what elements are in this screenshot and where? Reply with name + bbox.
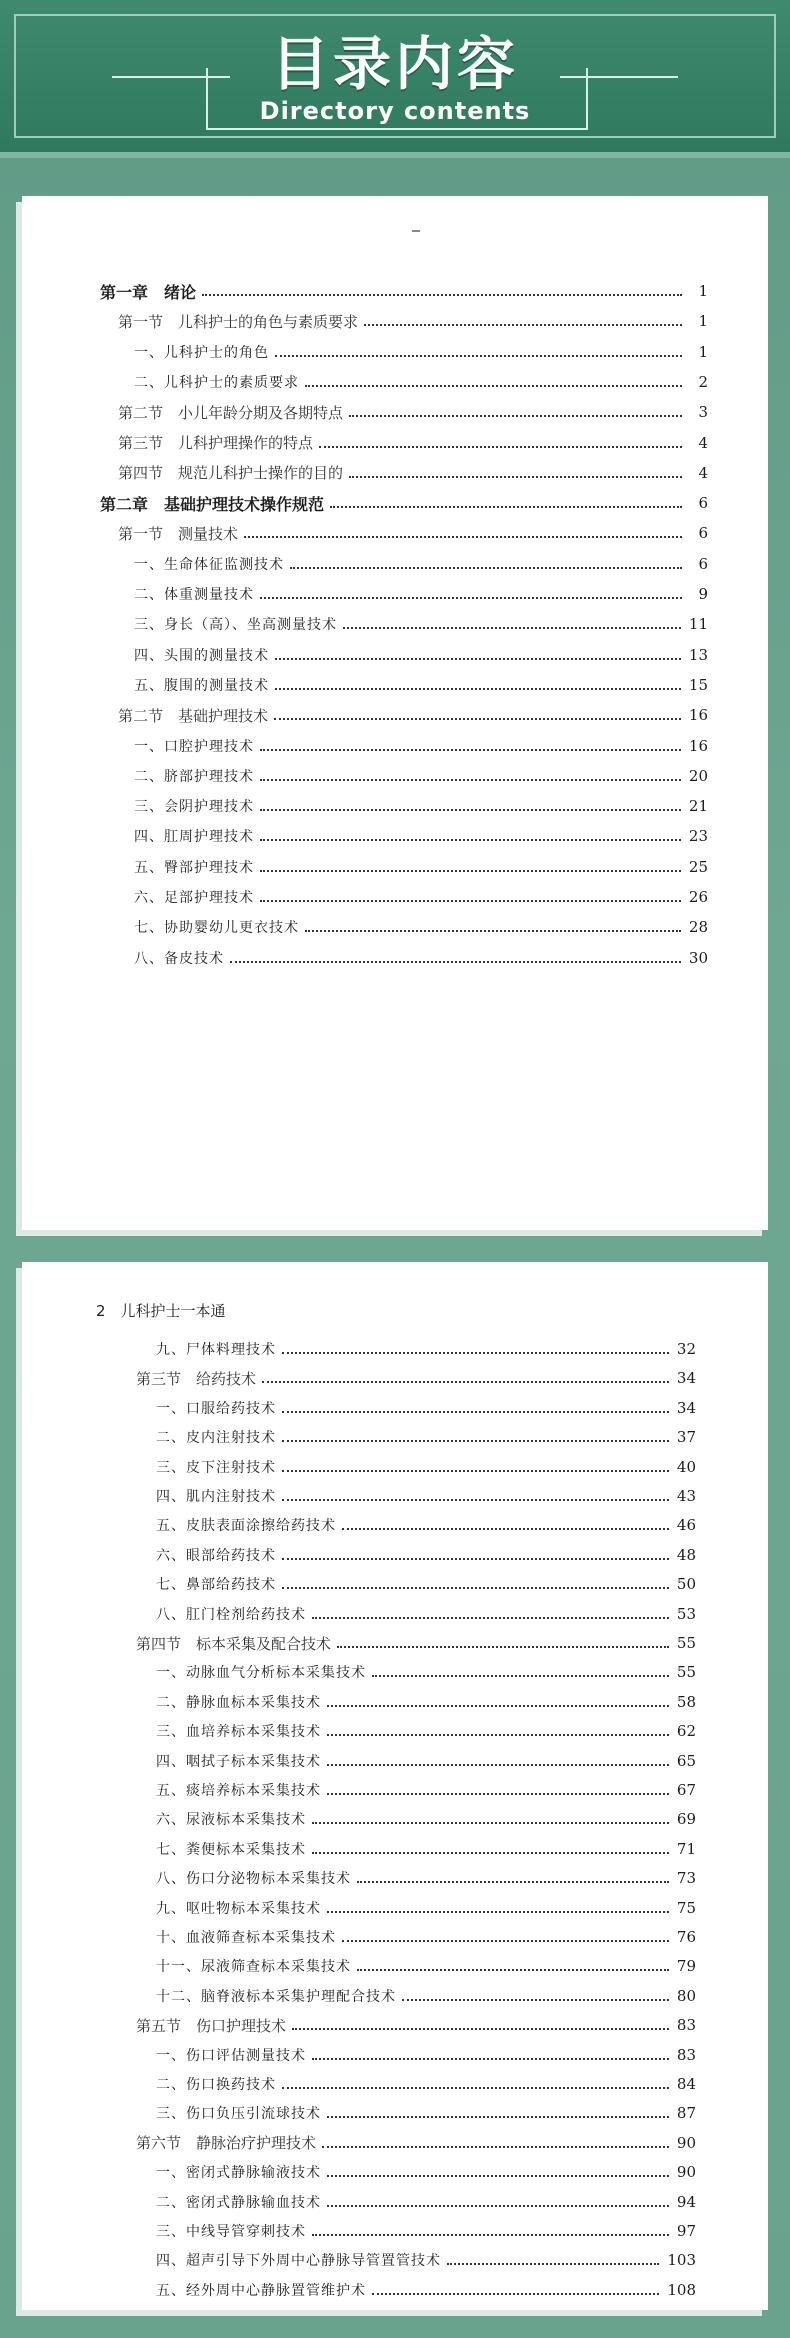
toc-entry-page-number: 23 xyxy=(688,827,708,846)
toc-entry xyxy=(156,1485,696,1507)
toc-leader-dots xyxy=(447,2263,659,2265)
toc-leader-dots xyxy=(290,567,682,569)
toc-leader-dots xyxy=(337,1646,669,1648)
toc-entry xyxy=(156,1397,696,1419)
toc-entry-label: 五、皮肤表面涂擦给药技术 xyxy=(156,1518,336,1535)
toc-leader-dots xyxy=(282,1499,669,1501)
toc-leader-dots xyxy=(260,749,681,751)
toc-leader-dots xyxy=(364,324,682,326)
toc-leader-dots xyxy=(260,597,682,599)
toc-entry-label: 二、儿科护士的素质要求 xyxy=(134,374,299,391)
toc-entry-label: 三、血培养标本采集技术 xyxy=(156,1724,321,1741)
toc-entry-page-number: 15 xyxy=(688,675,708,694)
toc-leader-dots xyxy=(282,1411,669,1413)
toc-entry-label: 四、咽拭子标本采集技术 xyxy=(156,1753,321,1770)
toc-entry-label: 第三节 给药技术 xyxy=(136,1369,257,1388)
toc-entry-label: 一、儿科护士的角色 xyxy=(134,344,269,361)
toc-entry-label: 四、肌内注射技术 xyxy=(156,1489,276,1505)
toc-entry xyxy=(156,1544,696,1566)
toc-entry-label: 第三节 儿科护理操作的特点 xyxy=(118,434,314,452)
toc-entry-label: 五、痰培养标本采集技术 xyxy=(156,1783,321,1799)
toc-entry xyxy=(134,735,708,757)
toc-leader-dots xyxy=(305,385,682,387)
toc-entry xyxy=(134,947,708,969)
toc-leader-dots xyxy=(282,1352,669,1354)
toc-entry-page-number: 46 xyxy=(676,1516,696,1535)
toc-entry xyxy=(134,583,708,605)
toc-entry-page-number: 43 xyxy=(676,1487,696,1505)
toc-entry xyxy=(134,644,708,666)
toc-entry xyxy=(156,2220,696,2242)
toc-leader-dots xyxy=(282,1587,669,1589)
toc-entry-page-number: 75 xyxy=(676,1898,696,1917)
toc-entry-page-number: 11 xyxy=(688,615,708,634)
toc-entry-label: 四、超声引导下外周中心静脉导管置管技术 xyxy=(156,2253,441,2270)
toc-entry-label: 五、经外周中心静脉置管维护术 xyxy=(156,2282,366,2299)
toc-leader-dots xyxy=(357,1881,669,1883)
toc-entry xyxy=(100,492,708,514)
toc-entry-page-number: 97 xyxy=(676,2222,696,2240)
toc-entry xyxy=(118,704,708,726)
toc-leader-dots xyxy=(357,1969,669,1971)
toc-leader-dots xyxy=(260,779,681,781)
toc-entry-page-number: 90 xyxy=(676,2133,696,2152)
toc-entry-page-number: 58 xyxy=(676,1692,696,1711)
toc-leader-dots xyxy=(327,2116,669,2118)
toc-entry-page-number: 13 xyxy=(688,645,708,664)
toc-entry xyxy=(156,1603,696,1625)
toc-leader-dots xyxy=(282,1440,669,1442)
toc-entry-label: 八、肛门栓剂给药技术 xyxy=(156,1606,306,1623)
toc-leader-dots xyxy=(402,1999,669,2001)
toc-entry-label: 第二章 基础护理技术操作规范 xyxy=(100,494,325,514)
toc-entry-page-number: 3 xyxy=(698,403,708,422)
toc-entry-label: 五、腹围的测量技术 xyxy=(134,677,269,694)
toc-entry xyxy=(156,1338,696,1360)
toc-entry-page-number: 6 xyxy=(698,494,708,513)
toc-entry xyxy=(156,1808,696,1830)
banner-title-en: Directory contents xyxy=(259,97,531,125)
toc-entry-page-number: 6 xyxy=(698,554,708,573)
toc-entry xyxy=(134,613,708,635)
toc-entry-page-number: 21 xyxy=(688,797,708,816)
toc-entry-label: 十一、尿液筛查标本采集技术 xyxy=(156,1959,351,1976)
toc-entry-label: 二、伤口换药技术 xyxy=(156,2077,276,2093)
toc-leader-dots xyxy=(260,900,681,902)
toc-leader-dots xyxy=(342,1940,669,1942)
running-head: 2 儿科护士一本通 xyxy=(96,1302,226,1320)
toc-entry-page-number: 1 xyxy=(698,312,708,331)
toc-page-1 xyxy=(22,196,768,1230)
toc-entry-label: 七、协助婴幼儿更衣技术 xyxy=(134,920,299,937)
toc-entry xyxy=(156,2249,696,2271)
toc-entry-label: 二、静脉血标本采集技术 xyxy=(156,1694,321,1711)
toc-entry-page-number: 37 xyxy=(676,1428,696,1447)
toc-entry xyxy=(156,1897,696,1919)
toc-entry-label: 第二节 基础护理技术 xyxy=(118,706,269,725)
toc-entry-label: 第四节 标本采集及配合技术 xyxy=(136,1634,332,1653)
toc-entry-label: 十二、脑脊液标本采集护理配合技术 xyxy=(156,1988,396,2005)
toc-leader-dots xyxy=(312,2234,669,2236)
toc-leader-dots xyxy=(372,1675,669,1677)
toc-entry xyxy=(156,1691,696,1713)
toc-entry-label: 第四节 规范儿科护士操作的目的 xyxy=(118,464,344,483)
toc-leader-dots xyxy=(312,1852,669,1854)
toc-leader-dots xyxy=(327,1793,669,1795)
toc-entry-label: 一、伤口评估测量技术 xyxy=(156,2047,306,2064)
toc-entry-page-number: 4 xyxy=(698,463,708,482)
toc-entry-label: 二、密闭式静脉输血技术 xyxy=(156,2194,321,2211)
toc-entry-page-number: 9 xyxy=(698,585,708,603)
toc-entry xyxy=(156,1750,696,1772)
toc-entry xyxy=(118,462,708,484)
toc-leader-dots xyxy=(274,718,681,720)
toc-entry-page-number: 6 xyxy=(698,524,708,543)
toc-entry-page-number: 108 xyxy=(667,2280,696,2299)
toc-entry xyxy=(134,674,708,696)
toc-leader-dots xyxy=(349,415,682,417)
toc-leader-dots xyxy=(327,1764,669,1766)
toc-entry xyxy=(156,1955,696,1977)
toc-leader-dots xyxy=(312,1617,669,1619)
toc-entry xyxy=(136,2014,696,2036)
toc-entry xyxy=(156,1456,696,1478)
toc-entry-page-number: 71 xyxy=(676,1839,696,1858)
toc-entry xyxy=(156,1926,696,1948)
toc-entry-page-number: 62 xyxy=(676,1722,696,1741)
toc-entry-label: 三、伤口负压引流球技术 xyxy=(156,2106,321,2123)
toc-entry-page-number: 84 xyxy=(676,2075,696,2093)
toc-entry-label: 六、眼部给药技术 xyxy=(156,1547,276,1564)
toc-leader-dots xyxy=(260,839,681,841)
toc-leader-dots xyxy=(322,2146,669,2148)
header-banner xyxy=(0,0,790,158)
toc-entry-page-number: 73 xyxy=(676,1869,696,1888)
toc-entry-label: 三、中线导管穿刺技术 xyxy=(156,2224,306,2240)
toc-entry-page-number: 80 xyxy=(676,1986,696,2005)
toc-entry-page-number: 26 xyxy=(688,888,708,906)
toc-entry-label: 一、生命体征监测技术 xyxy=(134,556,284,573)
toc-entry xyxy=(134,765,708,787)
toc-entry xyxy=(156,2102,696,2124)
toc-leader-dots xyxy=(305,930,681,932)
toc-entry-label: 八、备皮技术 xyxy=(134,950,224,967)
toc-page-2 xyxy=(22,1262,768,2310)
toc-entry-page-number: 83 xyxy=(676,2016,696,2035)
toc-entry xyxy=(118,522,708,544)
toc-entry-page-number: 83 xyxy=(676,2045,696,2064)
toc-entry xyxy=(156,1838,696,1860)
toc-entry-page-number: 53 xyxy=(676,1604,696,1623)
toc-leader-dots xyxy=(260,809,681,811)
toc-leader-dots xyxy=(244,536,682,538)
toc-entry xyxy=(156,2161,696,2183)
toc-entry-label: 三、会阴护理技术 xyxy=(134,799,254,816)
toc-leader-dots xyxy=(282,1558,669,1560)
toc-entry-label: 第一节 儿科护士的角色与素质要求 xyxy=(118,312,359,331)
toc-entry xyxy=(156,1661,696,1683)
toc-entry-label: 八、伤口分泌物标本采集技术 xyxy=(156,1871,351,1888)
toc-entry-page-number: 76 xyxy=(676,1928,696,1946)
toc-leader-dots xyxy=(319,446,682,448)
toc-leader-dots xyxy=(343,627,681,629)
toc-leader-dots xyxy=(260,870,681,872)
toc-entry-label: 二、皮内注射技术 xyxy=(156,1430,276,1447)
toc-leader-dots xyxy=(275,658,681,660)
toc-entry-label: 九、尸体料理技术 xyxy=(156,1342,276,1358)
toc-entry-label: 三、身长（高）、坐高测量技术 xyxy=(134,617,337,634)
toc-entry xyxy=(134,795,708,817)
toc-entry-label: 第二节 小儿年龄分期及各期特点 xyxy=(118,403,344,422)
toc-leader-dots xyxy=(262,1381,669,1383)
toc-entry xyxy=(134,341,708,363)
toc-entry-page-number: 32 xyxy=(676,1340,696,1358)
toc-entry xyxy=(156,1426,696,1448)
toc-entry-label: 七、粪便标本采集技术 xyxy=(156,1841,306,1858)
toc-entry xyxy=(134,553,708,575)
toc-entry-page-number: 103 xyxy=(667,2251,696,2270)
toc-entry xyxy=(156,2044,696,2066)
toc-entry xyxy=(156,1720,696,1742)
toc-entry-label: 第一节 测量技术 xyxy=(118,524,239,543)
toc-entry-label: 七、鼻部给药技术 xyxy=(156,1577,276,1594)
toc-entry-page-number: 34 xyxy=(676,1369,696,1388)
toc-entry-label: 第一章 绪论 xyxy=(100,282,197,302)
toc-entry xyxy=(118,432,708,454)
toc-entry xyxy=(134,371,708,393)
toc-entry-page-number: 30 xyxy=(688,948,708,967)
toc-entry-page-number: 25 xyxy=(688,857,708,876)
toc-leader-dots xyxy=(275,688,681,690)
toc-entry-label: 六、足部护理技术 xyxy=(134,890,254,906)
toc-entry-page-number: 50 xyxy=(676,1575,696,1594)
toc-entry xyxy=(118,401,708,423)
toc-entry xyxy=(156,2279,696,2301)
toc-leader-dots xyxy=(330,506,682,508)
toc-entry-label: 第六节 静脉治疗护理技术 xyxy=(136,2134,317,2153)
toc-entry-label: 九、呕吐物标本采集技术 xyxy=(156,1900,321,1917)
toc-entry xyxy=(134,916,708,938)
toc-leader-dots xyxy=(292,2028,669,2030)
toc-leader-dots xyxy=(312,1822,669,1824)
toc-entry-label: 四、头围的测量技术 xyxy=(134,647,269,664)
banner-title-cn: 目录内容 xyxy=(270,30,519,98)
toc-leader-dots xyxy=(230,961,681,963)
toc-entry xyxy=(156,1573,696,1595)
toc-entry-label: 六、尿液标本采集技术 xyxy=(156,1812,306,1829)
page-header-mark xyxy=(412,230,420,232)
toc-entry-page-number: 67 xyxy=(676,1781,696,1799)
toc-entry-label: 一、密闭式静脉输液技术 xyxy=(156,2165,321,2182)
toc-entry-page-number: 65 xyxy=(676,1751,696,1770)
toc-leader-dots xyxy=(349,476,682,478)
toc-entry xyxy=(156,1514,696,1536)
toc-entry-page-number: 55 xyxy=(676,1663,696,1682)
toc-entry-label: 四、肛周护理技术 xyxy=(134,829,254,846)
toc-leader-dots xyxy=(282,1470,669,1472)
toc-entry-label: 一、口腔护理技术 xyxy=(134,738,254,755)
toc-leader-dots xyxy=(327,1705,669,1707)
toc-entry xyxy=(134,886,708,908)
toc-entry-page-number: 79 xyxy=(676,1957,696,1976)
toc-entry-label: 三、皮下注射技术 xyxy=(156,1459,276,1476)
toc-entry-label: 一、动脉血气分析标本采集技术 xyxy=(156,1665,366,1682)
toc-entry xyxy=(118,310,708,332)
toc-entry xyxy=(136,2132,696,2154)
toc-entry-label: 二、脐部护理技术 xyxy=(134,768,254,785)
toc-entry-page-number: 28 xyxy=(688,918,708,937)
toc-entry-label: 第五节 伤口护理技术 xyxy=(136,2016,287,2035)
toc-entry-label: 二、体重测量技术 xyxy=(134,587,254,603)
toc-entry-label: 五、臀部护理技术 xyxy=(134,859,254,876)
toc-entry xyxy=(156,2191,696,2213)
toc-entry-page-number: 1 xyxy=(698,342,708,361)
toc-entry-label: 一、口服给药技术 xyxy=(156,1400,276,1417)
toc-entry xyxy=(136,1367,696,1389)
toc-entry xyxy=(156,1867,696,1889)
toc-entry-page-number: 87 xyxy=(676,2104,696,2123)
toc-entry-page-number: 20 xyxy=(688,766,708,785)
toc-entry xyxy=(100,280,708,302)
toc-entry-page-number: 55 xyxy=(676,1634,696,1652)
toc-entry-page-number: 94 xyxy=(676,2192,696,2211)
toc-leader-dots xyxy=(312,2058,669,2060)
toc-leader-dots xyxy=(202,294,682,296)
toc-leader-dots xyxy=(372,2293,659,2295)
toc-leader-dots xyxy=(327,1734,669,1736)
toc-entry-page-number: 2 xyxy=(698,372,708,391)
toc-entry-page-number: 4 xyxy=(698,433,708,452)
toc-entry xyxy=(156,1985,696,2007)
toc-entry-label: 十、血液筛查标本采集技术 xyxy=(156,1930,336,1946)
toc-entry xyxy=(136,1632,696,1654)
toc-leader-dots xyxy=(327,2175,669,2177)
toc-entry-page-number: 16 xyxy=(688,736,708,755)
toc-leader-dots xyxy=(342,1528,669,1530)
toc-entry-page-number: 1 xyxy=(698,282,708,300)
toc-leader-dots xyxy=(327,1911,669,1913)
toc-entry-page-number: 69 xyxy=(676,1810,696,1829)
toc-entry-page-number: 90 xyxy=(676,2163,696,2182)
toc-entry xyxy=(134,856,708,878)
toc-entry-page-number: 48 xyxy=(676,1545,696,1564)
toc-leader-dots xyxy=(282,2087,669,2089)
toc-entry-page-number: 34 xyxy=(676,1398,696,1417)
toc-entry xyxy=(156,1779,696,1801)
toc-entry-page-number: 40 xyxy=(676,1457,696,1476)
toc-entry xyxy=(134,825,708,847)
toc-entry xyxy=(156,2073,696,2095)
toc-leader-dots xyxy=(327,2205,669,2207)
toc-entry-page-number: 16 xyxy=(688,706,708,725)
toc-leader-dots xyxy=(275,355,682,357)
